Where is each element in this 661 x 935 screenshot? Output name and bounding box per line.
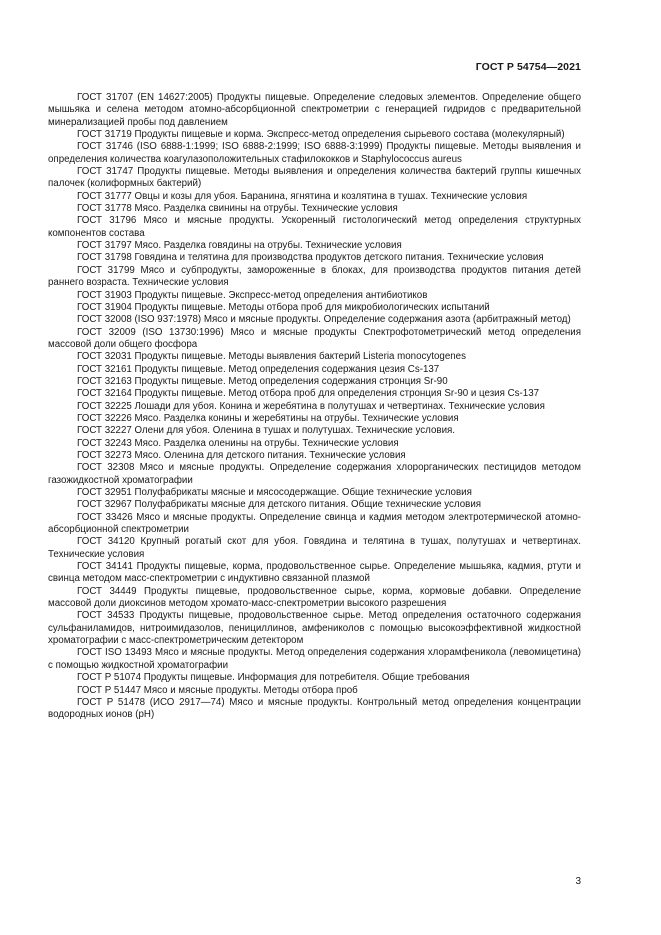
reference-entry: ГОСТ 32161 Продукты пищевые. Метод определения содержания цезия Cs-137 bbox=[77, 363, 440, 375]
reference-entry: ГОСТ 32951 Полуфабрикаты мясные и мясосодержащие. Общие технические условия bbox=[77, 487, 472, 498]
reference-entry: ГОСТ 33426 Мясо и мясные продукты. Определение свинца и кадмия методом электротермической атомно-абсорбционной спектрометрии bbox=[48, 511, 581, 536]
reference-entry: ГОСТ Р 51478 (ИСО 2917—74) Мясо и мясные продукты. Контрольный метод определения концентрации водородных ионов (pH) bbox=[48, 696, 581, 721]
reference-entry: ГОСТ 32967 Полуфабрикаты мясные для детского питания. Общие технические условия bbox=[77, 499, 482, 511]
reference-entry: ГОСТ 32308 Мясо и мясные продукты. Определение содержания хлорорганических пестицидов методом газожидкостной хроматографии bbox=[48, 462, 581, 486]
reference-entry: ГОСТ 34449 Продукты пищевые, продовольственное сырье, корма, кормовые добавки. Определение массовой доли диоксинов методом хромато-масс-спектрометрии высокого разрешения bbox=[48, 585, 581, 610]
reference-entry: ГОСТ 32273 Мясо. Оленина для детского питания. Технические условия bbox=[77, 449, 406, 461]
normative-references-list bbox=[48, 92, 581, 722]
reference-entry: ГОСТ 32227 Олени для убоя. Оленина в тушах и полутушах. Технические условия. bbox=[77, 425, 456, 437]
reference-entry: ГОСТ 31904 Продукты пищевые. Методы отбора проб для микробиологических испытаний bbox=[77, 301, 490, 313]
reference-entry: ГОСТ 31796 Мясо и мясные продукты. Ускоренный гистологический метод определения структурных компонентов состава bbox=[48, 215, 581, 239]
reference-entry: ГОСТ 34141 Продукты пищевые, корма, продовольственное сырье. Определение мышьяка, кадмия, ртути и свинца методом масс-спектрометрии с индуктивно связанной плазмой bbox=[48, 561, 581, 585]
reference-entry: ГОСТ 32226 Мясо. Разделка конины и жеребятины на отрубы. Технические условия bbox=[77, 412, 459, 424]
standard-number-header: ГОСТ Р 54754—2021 bbox=[475, 61, 581, 73]
reference-entry: ГОСТ 32243 Мясо. Разделка оленины на отрубы. Технические условия bbox=[77, 437, 399, 449]
page-number: 3 bbox=[575, 876, 581, 887]
reference-entry: ГОСТ Р 51447 Мясо и мясные продукты. Методы отбора проб bbox=[77, 684, 358, 696]
reference-entry: ГОСТ 31707 (EN 14627:2005) Продукты пищевые. Определение следовых элементов. Определение общего мышьяка и селена методом атомно-абсорбционной спектрометрии с генерацией гидридов с предварительной минерализацией пробы под давлением bbox=[48, 92, 581, 128]
reference-entry: ГОСТ 32031 Продукты пищевые. Методы выявления бактерий Listeria monocytogenes bbox=[77, 351, 466, 363]
reference-entry: ГОСТ 31719 Продукты пищевые и корма. Экспресс-метод определения сырьевого состава (молекулярный) bbox=[77, 129, 565, 141]
reference-entry: ГОСТ 31797 Мясо. Разделка говядины на отрубы. Технические условия bbox=[77, 240, 402, 252]
reference-entry: ГОСТ ISO 13493 Мясо и мясные продукты. Метод определения содержания хлорамфеникола (левомицетина) с помощью жидкостной хроматографии bbox=[48, 647, 581, 671]
reference-entry: ГОСТ 31778 Мясо. Разделка свинины на отрубы. Технические условия bbox=[77, 203, 398, 215]
reference-entry: ГОСТ Р 51074 Продукты пищевые. Информация для потребителя. Общие требования bbox=[77, 672, 470, 684]
reference-entry: ГОСТ 31777 Овцы и козы для убоя. Баранина, ягнятина и козлятина в тушах. Технические условия bbox=[77, 190, 528, 202]
reference-entry: ГОСТ 32163 Продукты пищевые. Метод определения содержания стронция Sr-90 bbox=[77, 375, 448, 387]
reference-entry: ГОСТ 32225 Лошади для убоя. Конина и жеребятина в полутушах и четвертинах. Технические условия bbox=[77, 400, 545, 412]
reference-entry: ГОСТ 31798 Говядина и телятина для производства продуктов детского питания. Технические условия bbox=[77, 252, 544, 264]
reference-entry: ГОСТ 31903 Продукты пищевые. Экспресс-метод определения антибиотиков bbox=[77, 289, 428, 301]
reference-entry: ГОСТ 32008 (ISO 937:1978) Мясо и мясные продукты. Определение содержания азота (арбитражный метод) bbox=[77, 314, 571, 326]
reference-entry: ГОСТ 31747 Продукты пищевые. Методы выявления и определения количества бактерий группы кишечных палочек (колиформных бактерий) bbox=[48, 166, 581, 190]
reference-entry: ГОСТ 32164 Продукты пищевые. Метод отбора проб для определения стронция Sr-90 и цезия Cs-137 bbox=[77, 388, 540, 400]
reference-entry: ГОСТ 32009 (ISO 13730:1996) Мясо и мясные продукты Спектрофотометрический метод определения массовой доли общего фосфора bbox=[48, 326, 581, 350]
reference-entry: ГОСТ 34533 Продукты пищевые, продовольственное сырье. Метод определения остаточного содержания сульфаниламидов, нитроимидазолов, пенициллинов, амфениколов с помощью высокоэффективной жидкостной хроматографии с масс-спектрометрическим детектором bbox=[48, 610, 581, 647]
reference-entry: ГОСТ 31799 Мясо и субпродукты, замороженные в блоках, для производства продуктов питания детей раннего возраста. Технические условия bbox=[48, 264, 581, 289]
reference-entry: ГОСТ 31746 (ISO 6888-1:1999; ISO 6888-2:1999; ISO 6888-3:1999) Продукты пищевые. Методы выявления и определения количества коагулазоположительных стафилококков и Staphylococcus aureus bbox=[48, 141, 581, 165]
reference-entry: ГОСТ 34120 Крупный рогатый скот для убоя. Говядина и телятина в тушах, полутушах и четвертинах. Технические условия bbox=[48, 536, 581, 560]
